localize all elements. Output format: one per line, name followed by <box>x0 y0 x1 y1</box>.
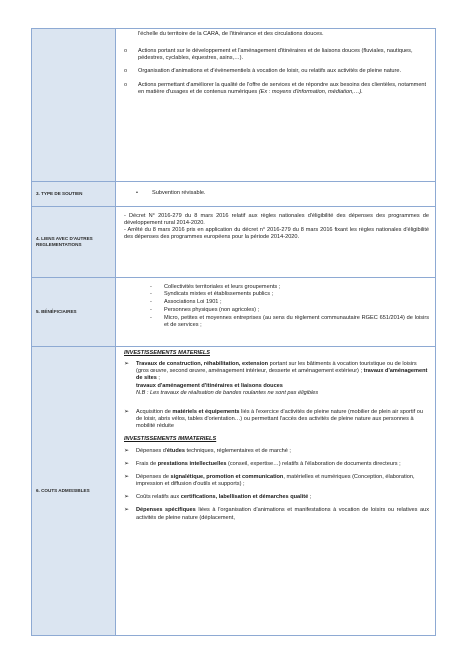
list-item-text-main: Actions permettant d'améliorer la qualité de l'offre de services et de répondre aux besoins des clientèles, notamment en matière d'usages et de contenus numériques <box>138 81 427 95</box>
table-row-liens <box>32 207 436 278</box>
cost-item <box>124 461 429 468</box>
circle-bullet: o <box>124 81 128 88</box>
cost-item-text-part: Frais de <box>136 460 158 467</box>
beneficiary-text: Associations Loi 1901 ; <box>164 299 222 306</box>
section-heading-materiels: INVESTISSEMENTS MATERIELS <box>124 350 210 356</box>
row-label-type-soutien: 3. TYPE DE SOUTIEN <box>32 182 116 207</box>
cost-item <box>124 494 429 501</box>
cost-item-text-part: liés à l'exercice d'activités de pleine nature (mobilier de plein air sportif ou de loisir, abris vélos, tables d'orientation…) ou permettant l'accès des activités de pleine nature aux personnes à mobilité réduite <box>136 408 423 430</box>
cost-item-emphasis: signalétique, promotion et communication <box>170 473 284 480</box>
cost-item-text <box>136 507 429 521</box>
cost-item-emphasis: travaux d'aménagement de sites <box>136 368 428 382</box>
regulation-line: - Arrêté du 8 mars 2016 pris en application du décret n° 2016-279 du 8 mars 2016 fixant les règles nationales d'éligibilité des dépenses des programmes européens pour la période 2014-2020. <box>124 227 429 241</box>
cost-item-text <box>136 409 429 430</box>
cost-item <box>124 409 429 430</box>
cost-item-text <box>136 448 429 455</box>
cost-item-text-part: (conseil, expertise…) relatifs à l'élaboration de documents directeurs ; <box>226 460 401 467</box>
circle-bullet: o <box>124 48 128 55</box>
bullet-item <box>132 190 429 197</box>
cost-item-text <box>136 361 429 397</box>
table-row-couts <box>32 347 436 636</box>
cost-item-text-part: Coûts relatifs aux <box>136 494 181 501</box>
section-heading-immateriels: INVESTISSEMENTS IMMATERIELS <box>124 436 217 443</box>
arrow-bullet-icon: ➢ <box>124 460 130 467</box>
row-label-empty <box>32 29 116 182</box>
cost-item-text-part: Dépenses d' <box>136 447 167 454</box>
table-row-beneficiaires <box>32 278 436 347</box>
list-item-text: Organisation d'animations et d'évènementiels à vocation de loisir, ou relatifs aux activités de pleine nature. <box>138 68 402 75</box>
dash-bullet: - <box>150 291 152 298</box>
beneficiary-text: Collectivités territoriales et leurs groupements ; <box>164 283 281 290</box>
eligibility-table <box>31 28 436 636</box>
row-content-actions <box>116 29 436 182</box>
cost-item-emphasis: prestations intellectuelles <box>157 460 227 467</box>
arrow-bullet-icon: ➢ <box>124 408 130 415</box>
continued-text: l'échelle du territoire de la CARA, de l'itinérance et des circulations douces. <box>138 31 324 37</box>
cost-item-emphasis: Dépenses spécifiques <box>136 507 196 514</box>
table-row-type-soutien <box>32 182 436 207</box>
cost-item-text <box>136 474 429 488</box>
type-soutien-text: Subvention révisable. <box>152 190 206 197</box>
cost-item-text <box>136 494 429 501</box>
beneficiary-text: Personnes physiques (non agricoles) ; <box>164 306 260 313</box>
dot-bullet: • <box>136 190 138 197</box>
table-row-actions-continued <box>32 29 436 182</box>
row-label-couts: 6. COUTS ADMISSIBLES <box>32 347 116 636</box>
list-item <box>124 48 429 62</box>
arrow-bullet-icon: ➢ <box>124 447 130 454</box>
row-content-type-soutien <box>116 182 436 207</box>
cost-item-text-part: ; <box>156 375 160 382</box>
dash-bullet: - <box>150 314 152 321</box>
arrow-bullet-icon: ➢ <box>124 361 130 368</box>
beneficiary-text: Syndicats mixtes et établissements publics ; <box>164 291 274 298</box>
beneficiary-text: Micro, petites et moyennes entreprises (au sens du règlement communautaire RGEC 651/2014) de loisirs et de services ; <box>164 314 429 328</box>
cost-item-text <box>136 461 429 468</box>
row-content-liens <box>116 207 436 278</box>
beneficiary-item <box>124 315 429 329</box>
beneficiary-item <box>124 299 429 306</box>
dash-bullet: - <box>150 306 152 313</box>
note-text: N.B : Les travaux de réalisation de bandes roulantes ne sont pas éligibles <box>136 389 319 396</box>
arrow-bullet-icon: ➢ <box>124 473 130 480</box>
row-label-liens: 4. LIENS AVEC D'AUTRES REGLEMENTATIONS <box>32 207 116 278</box>
cost-item-emphasis: matériels et équipements <box>172 408 240 415</box>
cost-item-text-part: , matérielles et numériques (Conception, élaboration, impression et diffusion d'outils et supports) ; <box>136 473 415 488</box>
row-content-beneficiaires <box>116 278 436 347</box>
cost-item-text-part: Acquisition de <box>136 408 173 415</box>
beneficiary-item <box>124 284 429 291</box>
cost-item-text-part: ; <box>308 494 312 501</box>
dash-bullet: - <box>150 283 152 290</box>
list-item <box>124 82 429 96</box>
beneficiary-item <box>124 291 429 298</box>
list-item <box>124 68 429 75</box>
arrow-bullet-icon: ➢ <box>124 494 130 501</box>
cost-item <box>124 507 429 521</box>
arrow-bullet-icon: ➢ <box>124 507 130 514</box>
cost-item <box>124 448 429 455</box>
list-item-text: Actions portant sur le développement et l'aménagement d'itinéraires et de liaisons douces (fluviales, nautiques, pédestres, cyclables, équestres, asins,…). <box>138 48 413 62</box>
cost-item-text-part: liées à l'organisation d'animations et manifestations à vocation de loisirs ou relatives aux activités de pleine nature (déplacement, <box>136 507 429 521</box>
cost-item-emphasis: certifications, labellisation et démarches qualité <box>180 494 309 501</box>
cost-item-emphasis: travaux d'aménagement d'itinéraires et liaisons douces <box>136 382 283 389</box>
cost-item <box>124 361 429 397</box>
dash-bullet: - <box>150 299 152 306</box>
list-item-text <box>138 82 429 96</box>
cost-item-text-part: Dépenses de <box>136 473 171 480</box>
row-label-beneficiaires: 5. BÉNÉFICIAIRES <box>32 278 116 347</box>
cost-item-text-part: techniques, réglementaires et de marché ; <box>184 447 291 454</box>
cost-item <box>124 474 429 488</box>
regulation-line: - Décret N° 2016-279 du 8 mars 2016 relatif aux règles nationales d'éligibilité des dépenses des programmes de développement rural 2014-2020. <box>124 213 429 227</box>
beneficiary-item <box>124 307 429 314</box>
example-text: (Ex : moyens d'information, médiation,…). <box>258 88 363 95</box>
cost-item-emphasis: Travaux de construction, réhabilitation, extension <box>136 361 269 368</box>
row-content-couts <box>116 347 436 636</box>
cost-item-emphasis: études <box>166 447 185 454</box>
circle-bullet: o <box>124 68 128 75</box>
cost-item-text-part: portant sur les bâtiments à vocation touristique ou de loisirs (gros œuvre, second œuvre, aménagement intérieur, desserte et aménagement extérieur) ; <box>136 361 417 375</box>
